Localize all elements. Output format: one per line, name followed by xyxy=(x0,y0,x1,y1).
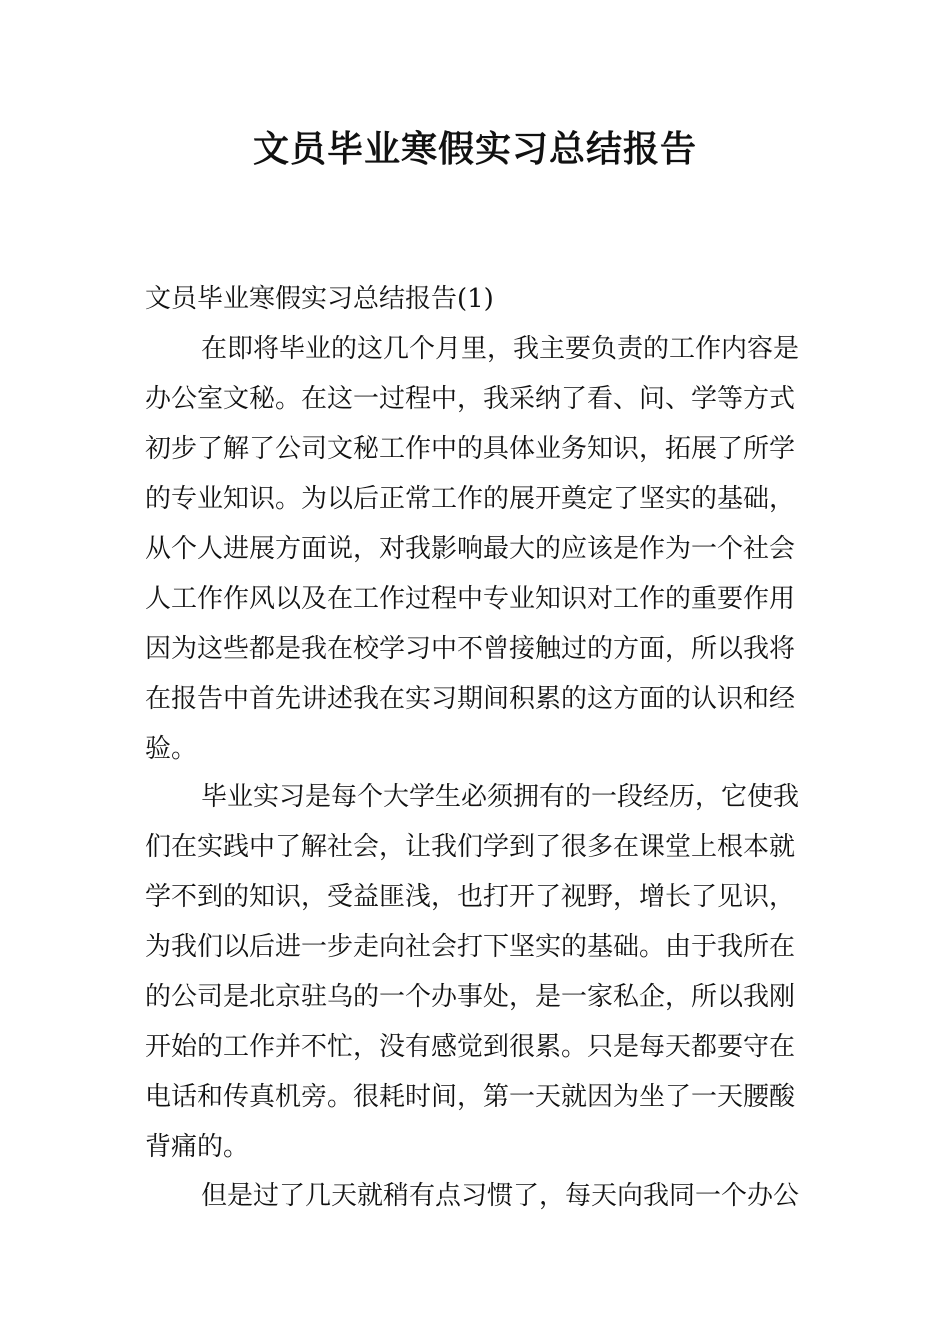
paragraph-line: 但是过了几天就稍有点习惯了，每天向我同一个办公 xyxy=(201,1181,800,1211)
paragraph-line: 因为这些都是我在校学习中不曾接触过的方面，所以我将 xyxy=(145,634,796,664)
paragraph-line: 为我们以后进一步走向社会打下坚实的基础。由于我所在 xyxy=(145,932,796,962)
page-title: 文员毕业寒假实习总结报告 xyxy=(252,129,697,170)
paragraph-line: 毕业实习是每个大学生必须拥有的一段经历，它使我 xyxy=(201,782,800,812)
paragraph-line: 初步了解了公司文秘工作中的具体业务知识，拓展了所学 xyxy=(145,434,796,464)
paragraph-1 xyxy=(145,324,815,774)
paragraph-3 xyxy=(145,1171,815,1221)
paragraph-line: 的专业知识。为以后正常工作的展开奠定了坚实的基础， xyxy=(145,484,796,514)
paragraph-line: 们在实践中了解社会，让我们学到了很多在课堂上根本就 xyxy=(145,832,796,862)
paragraph-line: 在报告中首先讲述我在实习期间积累的这方面的认识和经 xyxy=(145,684,796,714)
paragraph-line: 从个人进展方面说，对我影响最大的应该是作为一个社会 xyxy=(145,534,796,564)
paragraph-line: 开始的工作并不忙，没有感觉到很累。只是每天都要守在 xyxy=(145,1032,796,1062)
paragraph-2 xyxy=(145,772,815,1172)
paragraph-line: 办公室文秘。在这一过程中，我采纳了看、问、学等方式 xyxy=(145,384,796,414)
paragraph-line: 的公司是北京驻乌的一个办事处，是一家私企，所以我刚 xyxy=(145,982,796,1012)
paragraph-line: 在即将毕业的这几个月里，我主要负责的工作内容是 xyxy=(201,334,800,364)
paragraph-line: 背痛的。 xyxy=(145,1132,250,1162)
paragraph-line: 学不到的知识，受益匪浅，也打开了视野，增长了见识， xyxy=(145,882,796,912)
section-heading: 文员毕业寒假实习总结报告(1) xyxy=(145,284,494,314)
paragraph-line: 人工作作风以及在工作过程中专业知识对工作的重要作用 xyxy=(145,584,796,614)
paragraph-line: 验。 xyxy=(145,734,198,764)
paragraph-line: 电话和传真机旁。很耗时间，第一天就因为坐了一天腰酸 xyxy=(145,1082,796,1112)
